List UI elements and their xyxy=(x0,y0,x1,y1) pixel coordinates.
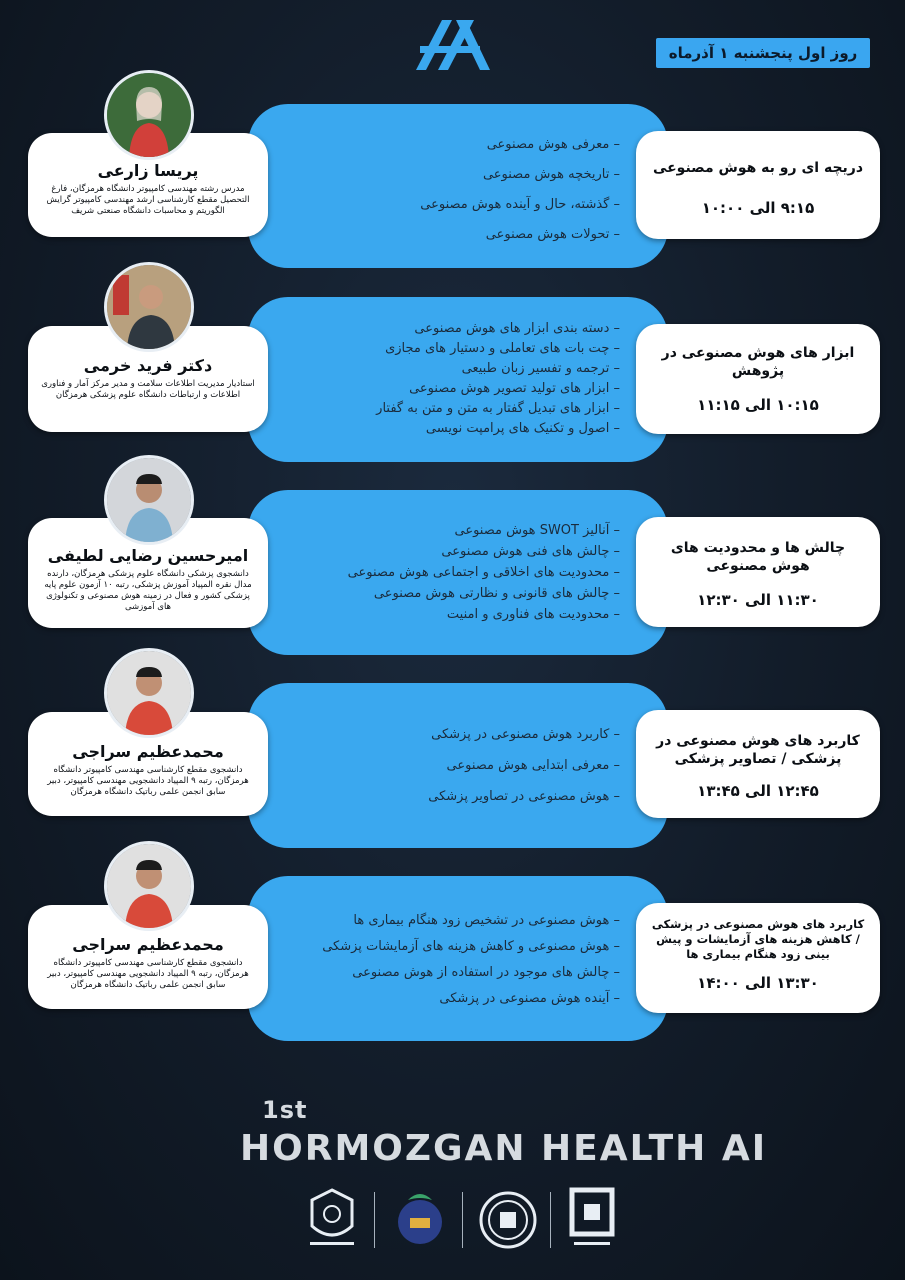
topic-item: – محدودیت های اخلاقی و اجتماعی هوش مصنوعی xyxy=(268,562,620,583)
speaker-bio: دانشجوی پزشکی دانشگاه علوم پزشکی هرمزگان، دارنده مدال نقره المپیاد آموزش پزشکی، رتبه ۱۰ آزمون علوم پایه پزشکی کشور و فعال در زمینه هوش مصنوعی و تکنولوژی های آموزشی xyxy=(44,569,252,612)
session-1-topics xyxy=(248,104,668,268)
topic-item: – هوش مصنوعی در تصاویر پزشکی xyxy=(268,781,620,812)
topic-item: – کاربرد هوش مصنوعی در پزشکی xyxy=(268,719,620,750)
speaker-name: امیرحسین رضایی لطیفی xyxy=(47,546,249,565)
speaker-bio: مدرس رشته مهندسی کامپیوتر دانشگاه هرمزگان، فارغ التحصیل مقطع کارشناسی ارشد مهندسی کامپیوتر گرایش الگوریتم و محاسبات دانشگاه صنعتی شریف xyxy=(46,184,250,216)
topic-item: – تاریخچه هوش مصنوعی xyxy=(268,160,620,190)
speaker-name: پریسا زارعی xyxy=(97,161,199,180)
topic-item: – هوش مصنوعی و کاهش هزینه های آزمایشات پزشکی xyxy=(268,934,620,960)
speaker-bio: دانشجوی مقطع کارشناسی مهندسی کامپیوتر دانشگاه هرمزگان، رتبه ۹ المپیاد دانشجویی مهندسی کامپیوتر، دبیر سابق انجمن علمی رباتیک دانشگاه هرمزگان xyxy=(47,958,249,990)
topic-item: – ابزار های تبدیل گفتار به متن و متن به گفتار xyxy=(268,399,620,419)
topic-item: – معرفی ابتدایی هوش مصنوعی xyxy=(268,750,620,781)
event-edition: 1st xyxy=(262,1096,308,1124)
session-time: ۱۳:۳۰ الی ۱۴:۰۰ xyxy=(697,974,819,992)
session-title: کاربرد های هوش مصنوعی در پزشکی / کاهش هزینه های آزمایشات و پیش بینی زود هنگام بیماری ها xyxy=(651,917,865,961)
session-time: ۱۱:۳۰ الی ۱۲:۳۰ xyxy=(697,591,819,609)
speaker-name: محمدعظیم سراجی xyxy=(72,935,224,954)
session-2-title-card xyxy=(636,324,880,434)
topic-item: – محدودیت های فناوری و امنیت xyxy=(268,604,620,625)
speaker-2-avatar xyxy=(104,262,194,352)
sponsor-logos xyxy=(300,1186,620,1256)
topic-item: – ترجمه و تفسیر زبان طبیعی xyxy=(268,359,620,379)
event-name: HORMOZGAN HEALTH AI xyxy=(240,1128,768,1169)
session-1-title-card xyxy=(636,131,880,239)
topic-item: – چت بات های تعاملی و دستیار های مجازی xyxy=(268,339,620,359)
session-4-title-card xyxy=(636,710,880,818)
topic-item: – اصول و تکنیک های پرامپت نویسی xyxy=(268,419,620,439)
topic-item: – چالش های موجود در استفاده از هوش مصنوعی xyxy=(268,960,620,986)
day-badge: روز اول پنجشنبه ۱ آذرماه xyxy=(656,38,870,68)
event-logo xyxy=(412,18,492,72)
topic-item: – هوش مصنوعی در تشخیص زود هنگام بیماری ها xyxy=(268,908,620,934)
session-title: دریچه ای رو به هوش مصنوعی xyxy=(652,160,864,176)
session-title: ابزار های هوش مصنوعی در پژوهش xyxy=(661,345,855,379)
topic-item: – دسته بندی ابزار های هوش مصنوعی xyxy=(268,319,620,339)
student-association-logo xyxy=(388,1186,452,1252)
session-3-topics xyxy=(248,490,668,655)
hormozgan-university-logo xyxy=(564,1186,620,1252)
topic-item: – معرفی هوش مصنوعی xyxy=(268,130,620,160)
topic-item: – چالش های فنی هوش مصنوعی xyxy=(268,541,620,562)
session-time: ۹:۱۵ الی ۱۰:۰۰ xyxy=(701,199,815,217)
session-3-title-card xyxy=(636,517,880,627)
divider xyxy=(374,1192,375,1248)
speaker-bio: استادیار مدیریت اطلاعات سلامت و مدیر مرکز آمار و فناوری اطلاعات و ارتباطات دانشگاه علوم پزشکی هرمزگان xyxy=(41,379,255,400)
session-time: ۱۲:۴۵ الی ۱۳:۴۵ xyxy=(697,782,819,800)
session-4-topics xyxy=(248,683,668,848)
topic-item: – چالش های قانونی و نظارتی هوش مصنوعی xyxy=(268,583,620,604)
session-title: کاربرد های هوش مصنوعی در پزشکی / تصاویر پزشکی xyxy=(656,733,860,767)
speaker-3-avatar xyxy=(104,455,194,545)
speaker-5-avatar xyxy=(104,841,194,931)
medical-university-logo xyxy=(300,1186,364,1252)
speaker-name: محمدعظیم سراجی xyxy=(72,742,224,761)
speaker-4-avatar xyxy=(104,648,194,738)
speaker-1-avatar xyxy=(104,70,194,160)
speaker-bio: دانشجوی مقطع کارشناسی مهندسی کامپیوتر دانشگاه هرمزگان، رتبه ۹ المپیاد دانشجویی مهندسی کامپیوتر، دبیر سابق انجمن علمی رباتیک دانشگاه هرمزگان xyxy=(47,765,249,797)
topic-item: – آینده هوش مصنوعی در پزشکی xyxy=(268,986,620,1012)
speaker-name: دکتر فرید خرمی xyxy=(83,356,213,375)
topic-item: – تحولات هوش مصنوعی xyxy=(268,220,620,250)
session-5-topics xyxy=(248,876,668,1041)
session-title: چالش ها و محدودیت های هوش مصنوعی xyxy=(670,540,846,574)
seal-logo xyxy=(476,1186,540,1252)
topic-item: – آنالیز SWOT هوش مصنوعی xyxy=(268,520,620,541)
session-time: ۱۰:۱۵ الی ۱۱:۱۵ xyxy=(697,396,819,414)
divider xyxy=(462,1192,463,1248)
divider xyxy=(550,1192,551,1248)
topic-item: – ابزار های تولید تصویر هوش مصنوعی xyxy=(268,379,620,399)
session-5-title-card xyxy=(636,903,880,1013)
session-2-topics xyxy=(248,297,668,462)
topic-item: – گذشته، حال و آینده هوش مصنوعی xyxy=(268,190,620,220)
